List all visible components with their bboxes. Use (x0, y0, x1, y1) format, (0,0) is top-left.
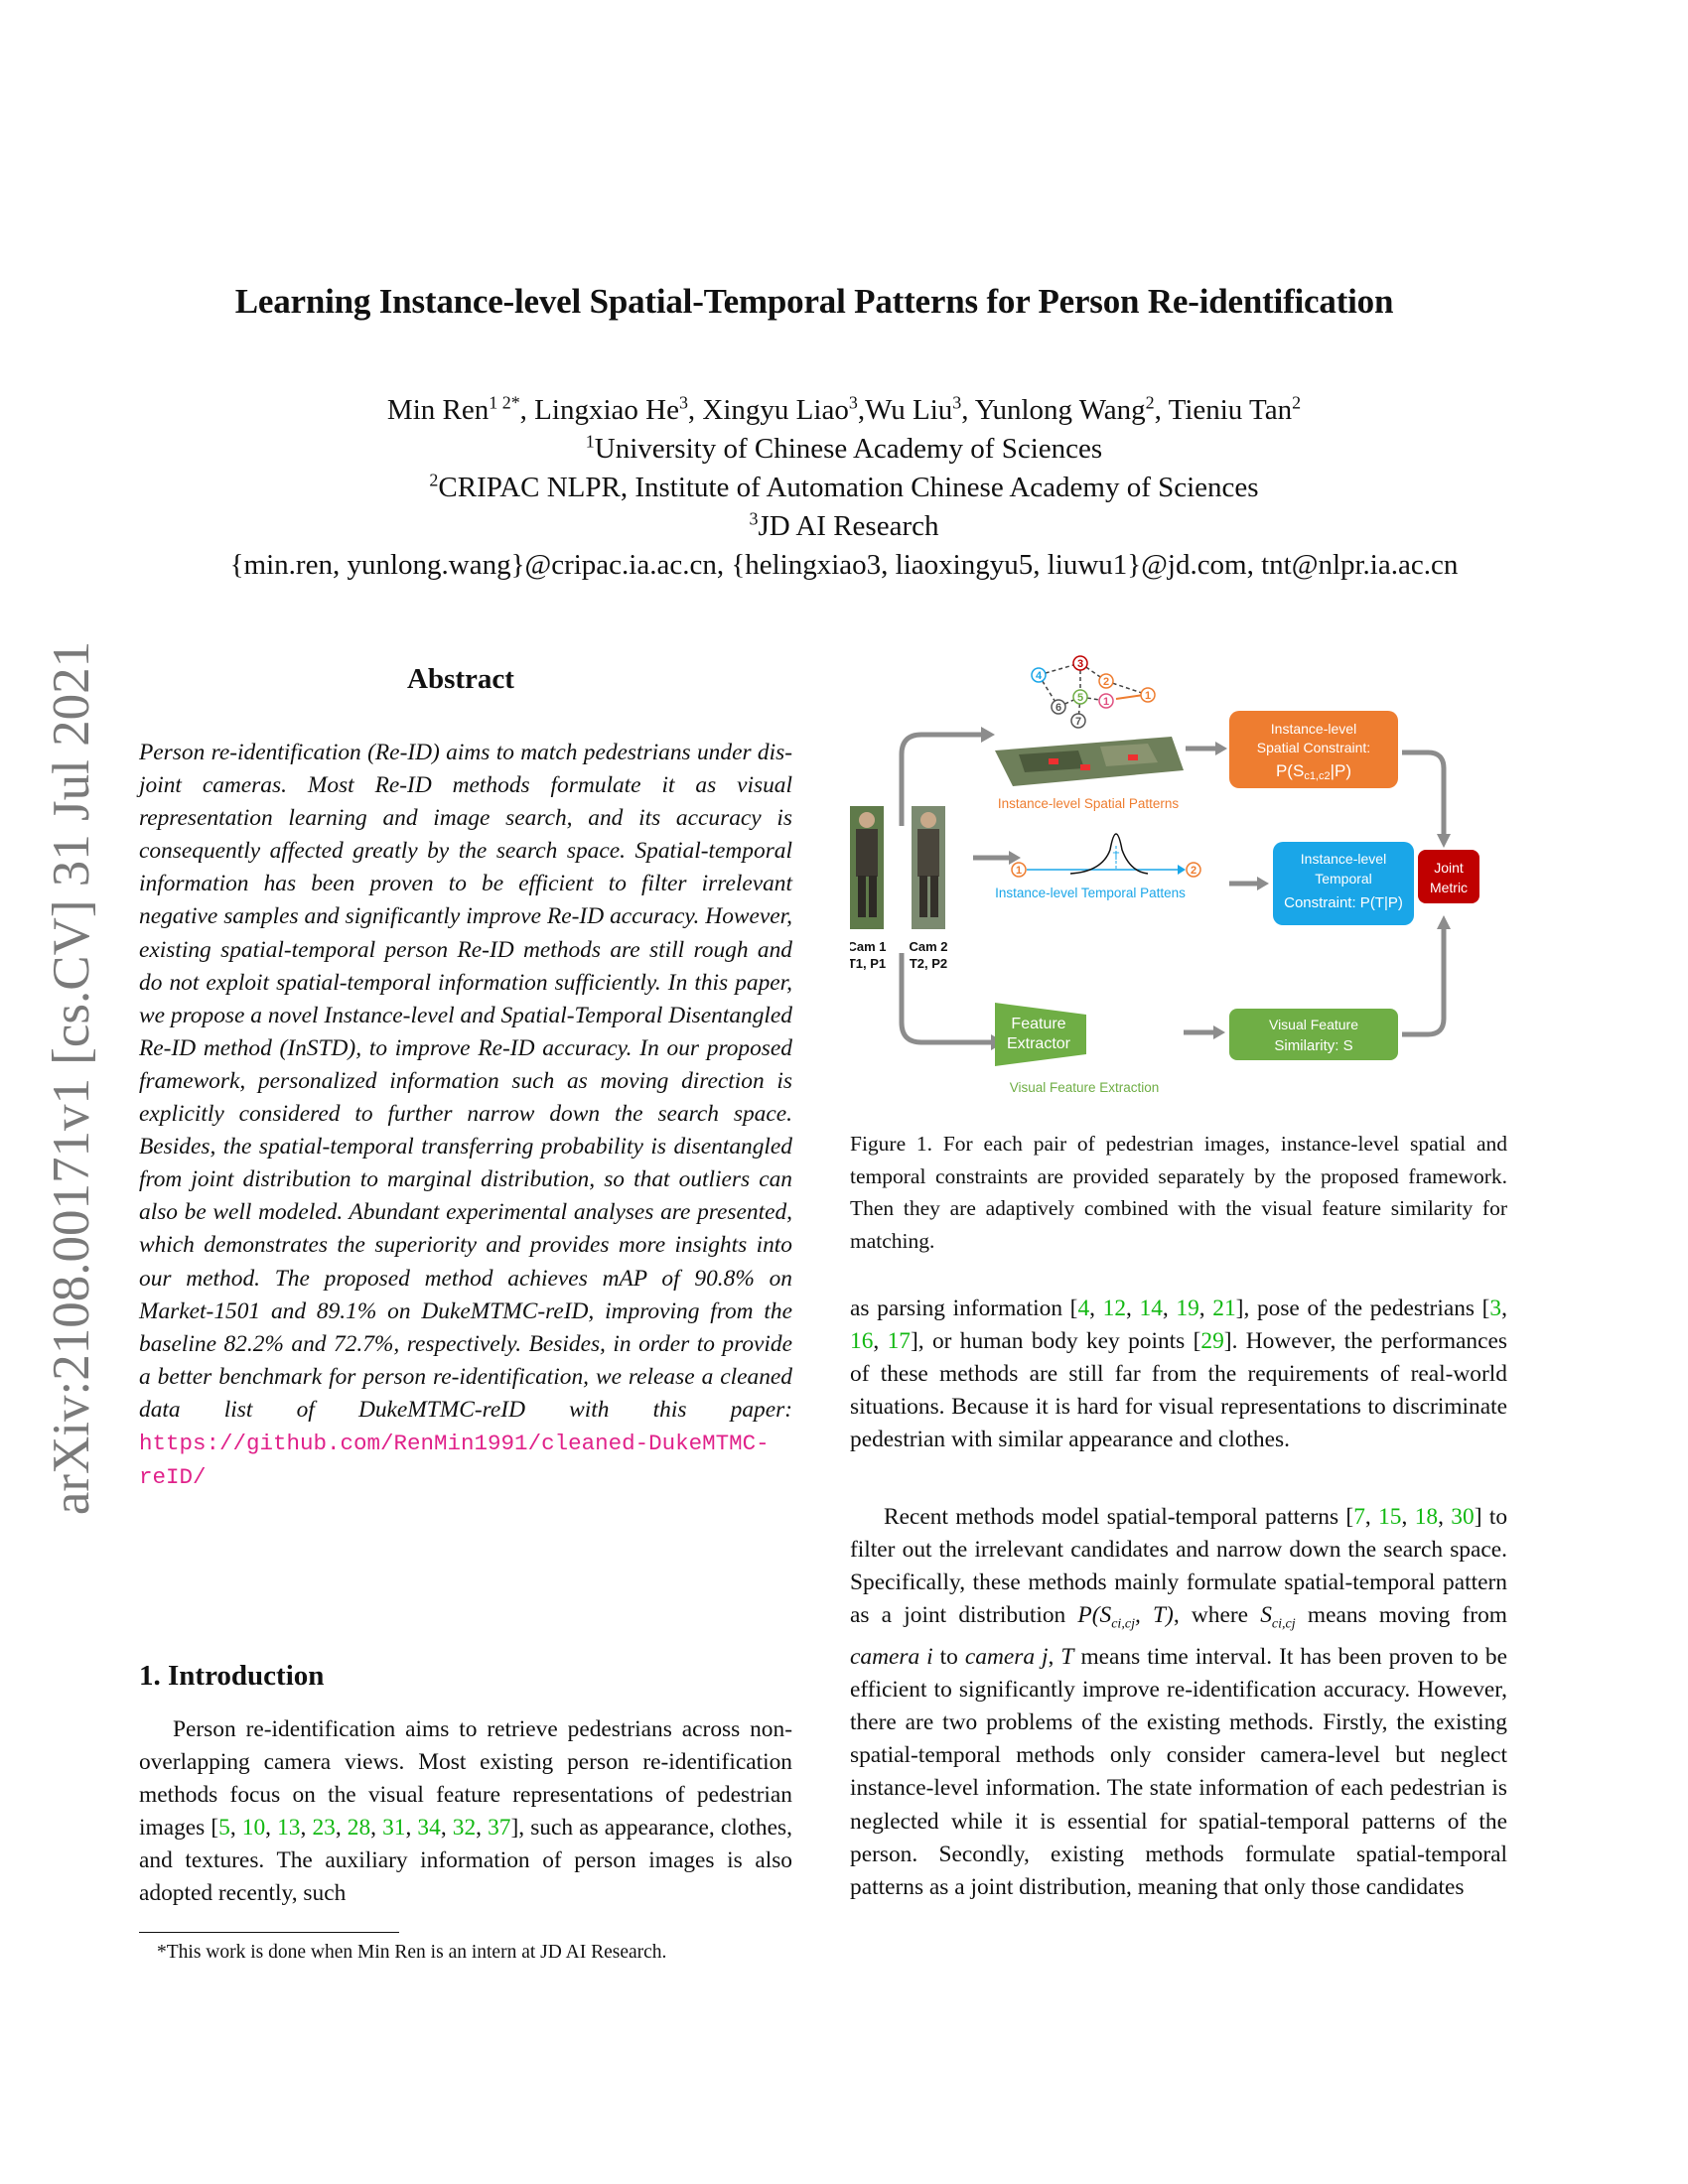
citation[interactable]: 7 (1353, 1504, 1365, 1530)
cam2-sublabel: T2, P2 (909, 956, 948, 971)
svg-text:Metric: Metric (1429, 880, 1469, 895)
citation[interactable]: 31 (382, 1815, 406, 1842)
svg-text:4: 4 (1035, 670, 1043, 682)
svg-text:Constraint: P(T|P): Constraint: P(T|P) (1284, 894, 1403, 911)
temporal-diagram (1012, 834, 1200, 877)
cam1-label: Cam 1 (850, 939, 887, 954)
citation[interactable]: 29 (1200, 1328, 1224, 1355)
citation[interactable]: 23 (312, 1815, 336, 1842)
feature-extractor (995, 1003, 1086, 1066)
citation[interactable]: 30 (1451, 1504, 1475, 1530)
svg-text:Extractor: Extractor (1006, 1035, 1071, 1052)
figure-1-caption: Figure 1. For each pair of pedestrian images, instance-level spatial and temporal constraints are provided separately by the proposed framework. Then they are adaptively combined with the visual feature similarity for matching. (850, 1132, 1507, 1253)
citation[interactable]: 10 (241, 1815, 266, 1842)
svg-text:T: T (1112, 851, 1120, 863)
abstract-heading: Abstract (407, 663, 514, 695)
arxiv-sidebar (44, 602, 99, 1555)
cam2-label: Cam 2 (909, 939, 948, 954)
citation[interactable]: 18 (1414, 1504, 1439, 1530)
citation[interactable]: 17 (887, 1328, 911, 1355)
citation[interactable]: 3 (1489, 1296, 1502, 1321)
pedestrian-image-cam2 (912, 806, 945, 929)
cam1-sublabel: T1, P1 (850, 956, 887, 971)
introduction-paragraph: Person re-identification aims to retrieve pedestrians across non-overlapping camera views. Most existing person re-identification methods focus on the visual feature representations of pedestrian images [5, 10, 13, 23, 28, 31, 34, 32, 37], such as appearance, clothes, and textures. The auxiliary information of person images is also adopted recently, such (139, 1716, 792, 1907)
arxiv-identifier: arXiv:2108.00171v1 [cs.CV] 31 Jul 2021 (43, 640, 100, 1516)
svg-text:1: 1 (1102, 696, 1110, 708)
dataset-link[interactable]: https://github.com/RenMin1991/cleaned-DukeMTMC-reID/ (139, 1430, 770, 1491)
spatial-map (995, 737, 1184, 786)
svg-text:P(Sc1,c2|P): P(Sc1,c2|P) (1275, 761, 1352, 782)
citation[interactable]: 4 (1077, 1296, 1090, 1321)
temporal-patterns-label: Instance-level Temporal Pattens (995, 886, 1186, 900)
citation[interactable]: 14 (1139, 1296, 1163, 1321)
pedestrian-image-cam1 (850, 806, 884, 929)
citation[interactable]: 21 (1212, 1296, 1236, 1321)
citation[interactable]: 12 (1102, 1296, 1127, 1321)
svg-text:2: 2 (1190, 865, 1197, 877)
spatial-patterns-label: Instance-level Spatial Patterns (997, 796, 1180, 811)
affiliation-2: $^2$CRIPAC NLPR, Institute of Automation Chinese Academy of Sciences (429, 470, 1259, 503)
svg-text:6: 6 (1055, 702, 1062, 714)
spatial-nodes (1032, 656, 1155, 728)
introduction-heading: 1. Introduction (139, 1660, 325, 1692)
right-column-paragraph-1: as parsing information [4, 12, 14, 19, 21], pose of the pedestrians [3, 16, 17], or human body key points [29]. However, the performances of these methods are still far from the requirements of real-world situations. Because it is hard for visual representations to discriminate pedestrian with similar appearance and clothes. (850, 1296, 1507, 1453)
citation[interactable]: 34 (417, 1815, 441, 1842)
svg-text:Temporal: Temporal (1315, 871, 1372, 887)
citation[interactable]: 16 (850, 1328, 874, 1355)
author-list: Min Ren$^{1 2*}$, Lingxiao He$^3$, Xingyu Liao$^3$,Wu Liu$^3$, Yunlong Wang$^2$, Tieniu Tan$^2$ (386, 392, 1302, 426)
joint-distribution-formula: $P(S_{ci,cj}$, T) (1077, 1602, 1174, 1632)
footnote: *This work is done when Min Ren is an intern at JD AI Research. (157, 1942, 667, 1963)
svg-text:1: 1 (1015, 865, 1023, 877)
citation[interactable]: 13 (277, 1815, 301, 1842)
citation[interactable]: 19 (1176, 1296, 1199, 1321)
abstract-body: Person re-identification (Re-ID) aims to match pedestrians under dis-joint cameras. Most Re-ID methods formulate it as visual representation learning and image search, and its accuracy is consequently affected greatly by the search space. Spatial-temporal information has been proven to be efficient to filter irrelevant negative samples and significantly improve Re-ID accuracy. However, existing spatial-temporal person Re-ID methods are still rough and do not exploit spatial-temporal information sufficiently. In this paper, we propose a novel Instance-level and Spatial-Temporal Disentangled Re-ID method (InSTD), to improve Re-ID accuracy. In our proposed framework, personalized information such as moving direction is explicitly considered to further narrow down the search space. Besides, the spatial-temporal transferring probability is disentangled from joint distribution to marginal distribution, so that outliers can also be well modeled. Abundant experimental analyses are presented, which demonstrates the superiority and provides more insights into our method. The proposed method achieves mAP of 90.8% on Market-1501 and 89.1% on DukeMTMC-reID, improving from the baseline 82.2% and 72.7%, respectively. Besides, in order to provide a better benchmark for person re-identification, we release a cleaned data list of DukeMTMC-reID with this paper: https://github.com/RenMin1991/cleaned-DukeMTMC-reID/ (139, 740, 792, 1491)
citation[interactable]: 37 (488, 1815, 511, 1842)
citation[interactable]: 5 (218, 1815, 230, 1842)
right-column-paragraph-2: Recent methods model spatial-temporal patterns [7, 15, 18, 30] to filter out the irrelevant candidates and narrow down the search space. Specifically, these methods mainly formulate spatial-temporal pattern as a joint distribution $P(S_{ci,cj}$, T), where $S_{ci,cj}$ means moving from camera i to camera j, T means time interval. It has been proven to be efficient to significantly improve re-identification accuracy. However, there are two problems of the existing methods. Firstly, the existing spatial-temporal methods only consider camera-level but neglect instance-level information. The state information of each pedestrian is neglected while it is essential for spatial-temporal patterns of the person. Secondly, existing methods formulate spatial-temporal patterns as a joint distribution, meaning that only those candidates (850, 1504, 1508, 1900)
figure-1 (850, 655, 1509, 1112)
citation[interactable]: 15 (1378, 1504, 1402, 1530)
svg-text:Visual Feature: Visual Feature (1268, 1017, 1359, 1032)
paper-title: Learning Instance-level Spatial-Temporal Patterns for Person Re-identification (234, 282, 1394, 321)
svg-text:3: 3 (1076, 658, 1084, 670)
svg-text:Joint: Joint (1434, 860, 1464, 876)
citation[interactable]: 28 (347, 1815, 371, 1842)
footnote-rule (139, 1932, 399, 1933)
svg-text:Instance-level: Instance-level (1270, 721, 1357, 737)
svg-text:Instance-level: Instance-level (1300, 851, 1387, 867)
svg-text:7: 7 (1074, 716, 1082, 728)
citation[interactable]: 32 (452, 1815, 477, 1842)
svg-text:Spatial Constraint:: Spatial Constraint: (1256, 740, 1371, 755)
visual-extraction-label: Visual Feature Extraction (1009, 1080, 1160, 1095)
svg-text:2: 2 (1102, 676, 1110, 688)
affiliation-1: $^1$University of Chinese Academy of Sciences (585, 431, 1103, 465)
svg-text:1: 1 (1144, 690, 1152, 702)
svg-text:Similarity: S: Similarity: S (1274, 1037, 1353, 1054)
svg-text:5: 5 (1076, 692, 1084, 704)
affiliation-3: $^3$JD AI Research (749, 508, 939, 542)
author-emails: {min.ren, yunlong.wang}@cripac.ia.ac.cn, {helingxiao3, liaoxingyu5, liuwu1}@jd.com, tnt@nlpr.ia.ac.cn (229, 549, 1459, 581)
svg-text:Feature: Feature (1011, 1016, 1066, 1032)
